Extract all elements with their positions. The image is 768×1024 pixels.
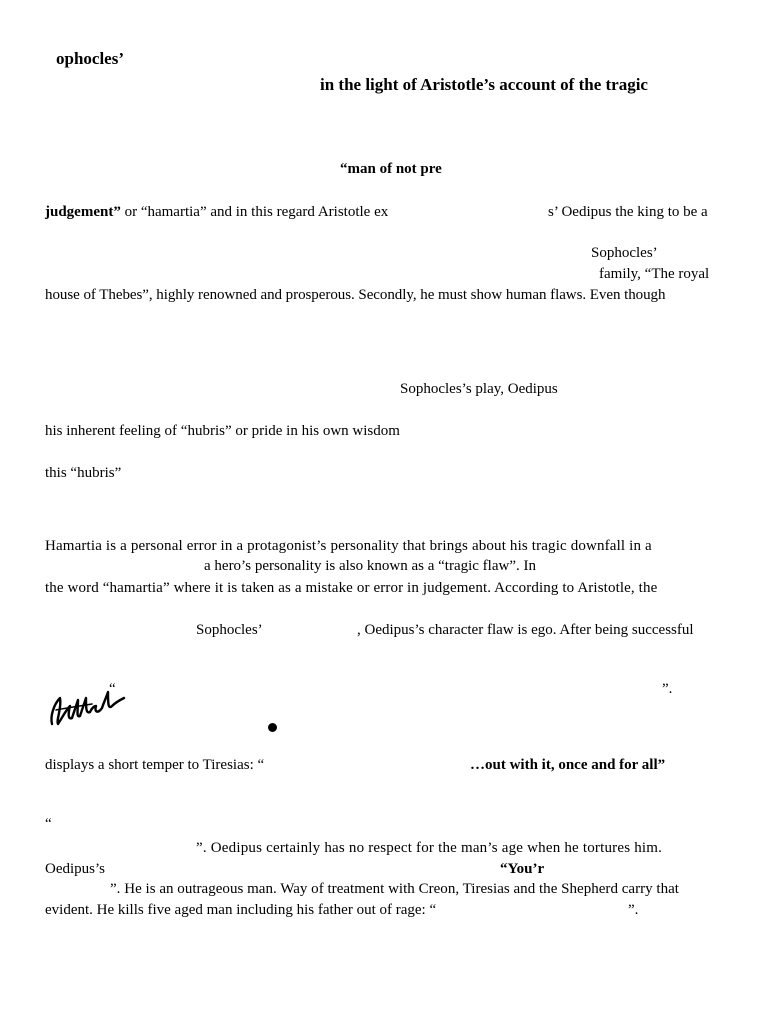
text-line: “man of not pre (340, 161, 442, 177)
bullet-dot (268, 723, 277, 732)
text-line: “ (45, 816, 52, 832)
text-line: evident. He kills five aged man including his father out of rage: “ (45, 902, 437, 918)
text-bold: judgement” (45, 204, 121, 220)
text-line: Oedipus’s (45, 861, 105, 877)
text-line: his inherent feeling of “hubris” or pride in his own wisdom (45, 423, 400, 439)
text-line (45, 203, 388, 221)
text-line: house of Thebes”, highly renowned and prosperous. Secondly, he must show human flaws. Even though (45, 287, 666, 303)
text-line-bold: “You’r (500, 861, 545, 877)
text-line: ”. (628, 902, 639, 918)
text-span: or “hamartia” and in this regard Aristotle ex (120, 204, 389, 220)
text-line: “ (109, 681, 116, 697)
text-line: ”. He is an outrageous man. Way of treatment with Creon, Tiresias and the Shepherd carry that (110, 881, 679, 897)
text-line: family, “The royal (599, 266, 710, 282)
text-line: displays a short temper to Tiresias: “ (45, 757, 265, 773)
text-line: Hamartia is a personal error in a protagonist’s personality that brings about his tragic downfall in a (45, 538, 652, 554)
text-line: Sophocles’ (196, 622, 263, 638)
text-line: the word “hamartia” where it is taken as a mistake or error in judgement. According to Aristotle, the (45, 580, 658, 596)
signature-image (46, 680, 126, 730)
text-line: this “hubris” (45, 465, 122, 481)
heading-line-1: ophocles’ (56, 49, 124, 68)
text-line: ”. Oedipus certainly has no respect for the man’s age when he tortures him. (196, 840, 663, 856)
text-line: ”. (662, 681, 673, 697)
heading-line-2: in the light of Aristotle’s account of the tragic (320, 75, 648, 94)
text-line: Sophocles’s play, Oedipus (400, 381, 558, 397)
text-line: s’ Oedipus the king to be a (548, 204, 708, 220)
text-line: , Oedipus’s character flaw is ego. After being successful (357, 622, 694, 638)
text-line-bold: …out with it, once and for all” (470, 757, 666, 773)
text-line: Sophocles’ (591, 245, 658, 261)
text-line: a hero’s personality is also known as a “tragic flaw”. In (204, 558, 536, 574)
